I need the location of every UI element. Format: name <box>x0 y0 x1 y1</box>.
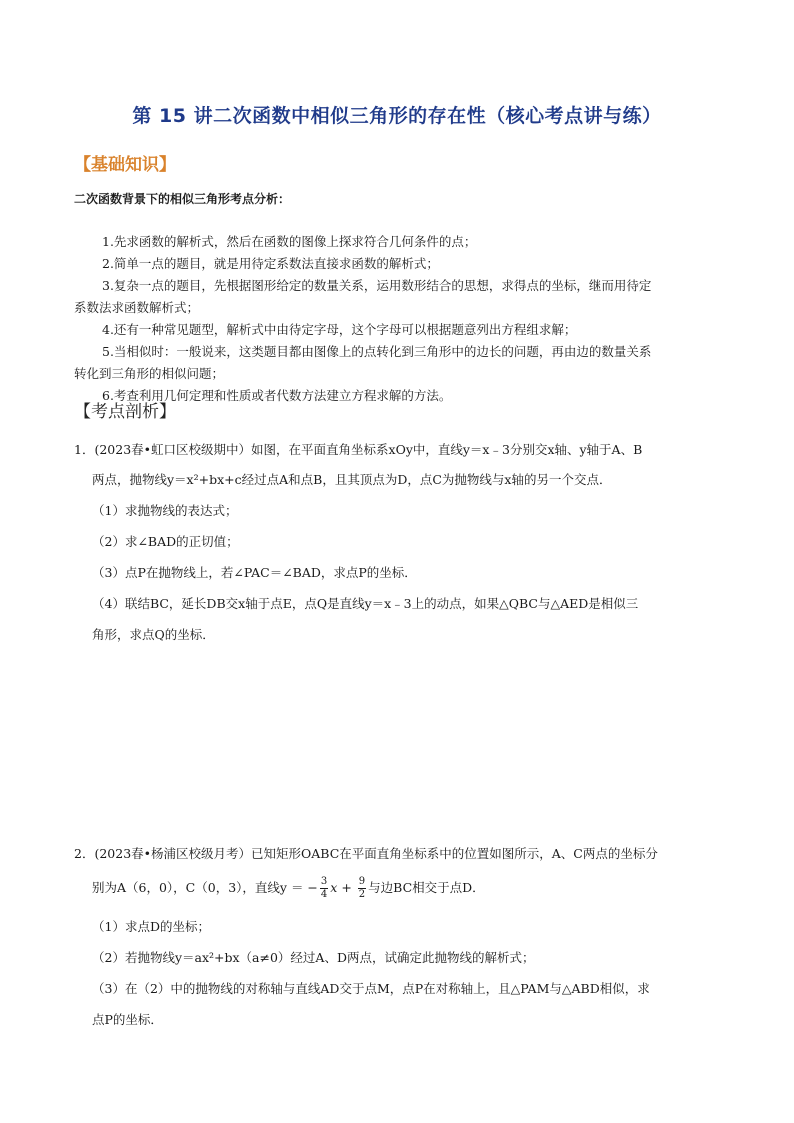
problem-2-line-text: 别为A（6，0），C（0，3），直线y ＝ <box>92 880 308 895</box>
basics-intro: 二次函数背景下的相似三角形考点分析： <box>74 192 291 206</box>
problem-1-line: 角形，求点Q的坐标． <box>92 627 215 642</box>
problem-2-line: 点P的坐标． <box>92 1012 163 1027</box>
fraction-numerator: 9 <box>358 876 366 887</box>
fraction-9-2 <box>358 876 366 901</box>
fraction-sign: − <box>307 880 318 895</box>
basics-item: 1.先求函数的解析式，然后在函数的图像上探求符合几何条件的点； <box>102 234 477 249</box>
problem-1-part: （2）求∠BAD的正切值； <box>92 534 239 549</box>
fraction-numerator: 3 <box>320 876 328 887</box>
problem-1-line: 1．(2023春•虹口区校级期中）如图，在平面直角坐标系xOy中，直线y＝x﹣3分别交x轴、y轴于A、B <box>74 442 643 457</box>
problem-2-part: （3）在（2）中的抛物线的对称轴与直线AD交于点M，点P在对称轴上，且△PAM与△ABD相似，求 <box>92 981 650 996</box>
problem-1-part: （1）求抛物线的表达式； <box>92 503 238 518</box>
section-heading-basics: 【基础知识】 <box>74 155 176 175</box>
basics-item: 6.考查利用几何定理和性质或者代数方法建立方程求解的方法。 <box>102 388 452 403</box>
problem-2-part: （2）若抛物线y＝ax²+bx（a≠0）经过A、D两点，试确定此抛物线的解析式； <box>92 950 535 965</box>
basics-item: 3.复杂一点的题目，先根据图形给定的数量关系，运用数形结合的思想，求得点的坐标，继而用待定 <box>102 278 652 293</box>
problem-2-line: 2．(2023春•杨浦区校级月考）已知矩形OABC在平面直角坐标系中的位置如图所示，A、C两点的坐标分 <box>74 846 658 861</box>
fraction-3-4 <box>320 876 328 901</box>
problem-1-part: （4）联结BC，延长DB交x轴于点E，点Q是直线y＝x﹣3上的动点，如果△QBC与△AED是相似三 <box>92 596 639 611</box>
fraction-denominator: 2 <box>358 889 366 900</box>
variable-x: x <box>330 880 338 895</box>
basics-item: 2.简单一点的题目，就是用待定系数法直接求函数的解析式； <box>102 256 439 271</box>
problem-2-line-tail: 与边BC相交于点D． <box>368 880 485 895</box>
problem-1-part: （3）点P在抛物线上，若∠PAC＝∠BAD，求点P的坐标． <box>92 565 417 580</box>
fraction-denominator: 4 <box>320 889 328 900</box>
problem-2-part: （1）求点D的坐标； <box>92 919 210 934</box>
basics-item: 4.还有一种常见题型，解析式中由待定字母，这个字母可以根据题意列出方程组求解； <box>102 322 577 337</box>
section-heading-analysis: 【考点剖析】 <box>74 402 176 422</box>
page-title: 第 15 讲二次函数中相似三角形的存在性（核心考点讲与练） <box>132 105 662 127</box>
problem-2-line-equation <box>92 876 485 901</box>
plus-sign: + <box>341 880 352 895</box>
basics-item: 转化到三角形的相似问题； <box>74 366 225 381</box>
problem-1-line: 两点，抛物线y＝x²+bx+c经过点A和点B，且其顶点为D，点C为抛物线与x轴的另一个交点． <box>92 472 612 487</box>
basics-item: 5.当相似时：一般说来，这类题目都由图像上的点转化到三角形中的边长的问题，再由边的数量关系 <box>102 344 652 359</box>
basics-item: 系数法求函数解析式； <box>74 300 200 315</box>
